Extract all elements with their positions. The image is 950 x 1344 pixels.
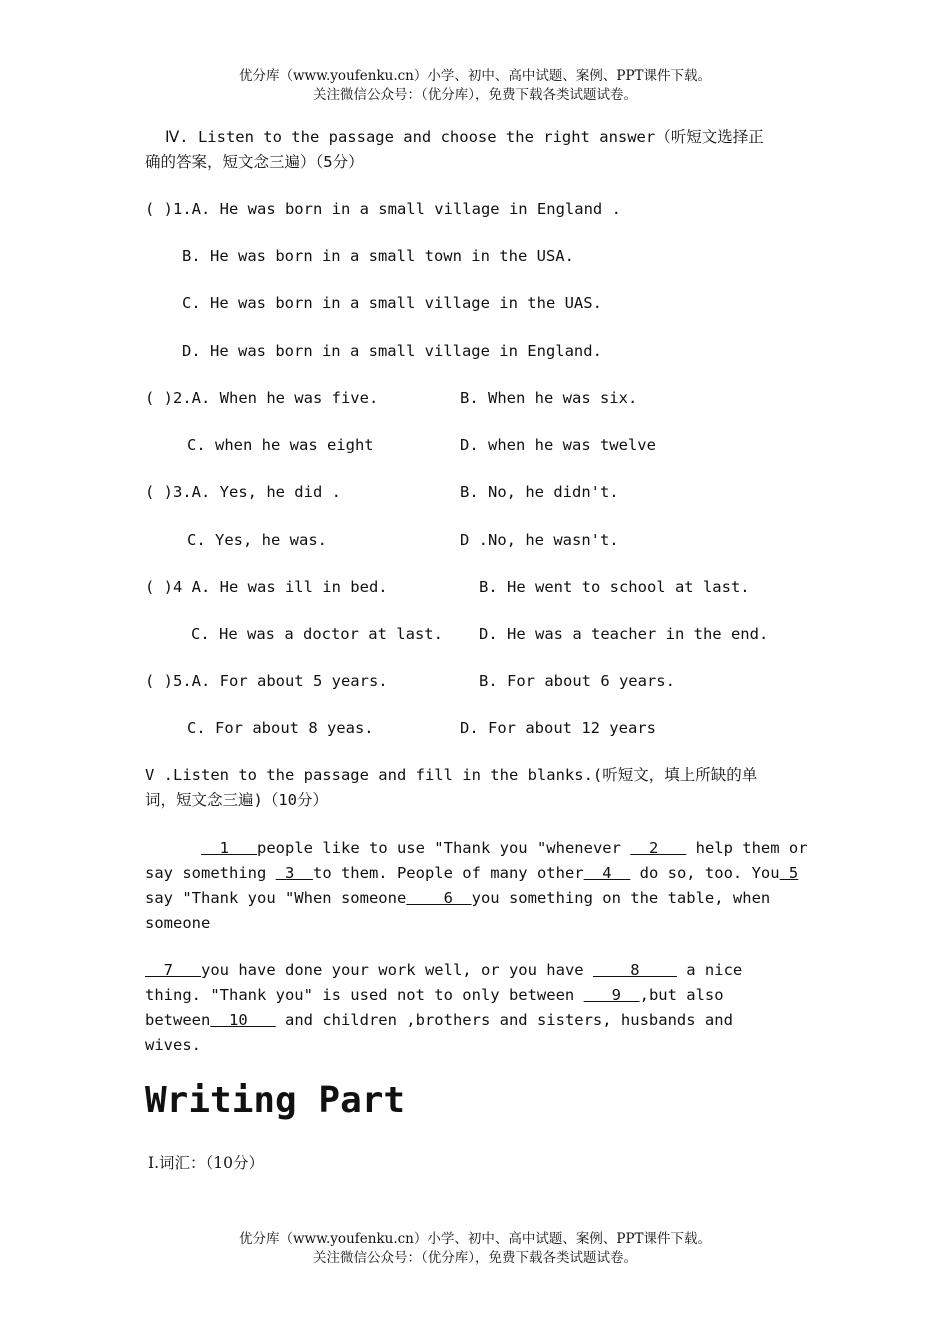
- q1-option-d: D. He was born in a small village in England.: [182, 342, 602, 360]
- q5-option-b: B. For about 6 years.: [479, 672, 675, 690]
- cloze-paragraph-1: 1 people like to use "Thank you "whenever 2 help them or say something 3 to them. People of many other 4 do so, too. You 5 say "Thank you "When someone 6 you something on the table, when someone: [145, 839, 808, 932]
- q2-option-a: ( )2.A. When he was five.: [145, 389, 379, 407]
- blank-7[interactable]: 7: [145, 961, 201, 979]
- blank-5[interactable]: 5: [779, 864, 799, 882]
- writing-part-title: Writing Part: [145, 1080, 406, 1121]
- q3-option-a: ( )3.A. Yes, he did .: [145, 483, 341, 501]
- q5-option-d: D. For about 12 years: [460, 719, 656, 737]
- blank-4[interactable]: 4: [583, 864, 631, 882]
- blank-8[interactable]: 8: [592, 961, 677, 979]
- q1-option-c: C. He was born in a small village in the UAS.: [182, 294, 602, 312]
- header-line-1: 优分库（www.youfenku.cn）小学、初中、高中试题、案例、PPT课件下载。: [238, 68, 712, 84]
- q4-option-a: ( )4 A. He was ill in bed.: [145, 578, 388, 596]
- blank-3[interactable]: 3: [275, 864, 313, 882]
- q2-option-b: B. When he was six.: [460, 389, 638, 407]
- blank-1[interactable]: 1: [201, 839, 257, 857]
- blank-2[interactable]: 2: [630, 839, 687, 857]
- vocabulary-heading: Ⅰ.词汇：（10分）: [148, 1154, 265, 1172]
- blank-6[interactable]: 6: [406, 889, 472, 907]
- section-4-title-line-1: Ⅳ. Listen to the passage and choose the right answer（听短文选择正: [165, 128, 764, 146]
- cloze-paragraph-2: 7 you have done your work well, or you have 8 a nice thing. "Thank you" is used not to only between 9 ,but also between 10 and children ,brothers and sisters, husbands and wives.: [145, 961, 743, 1054]
- q4-option-b: B. He went to school at last.: [479, 578, 750, 596]
- section-5-title-line-1: V .Listen to the passage and fill in the blanks.(听短文，填上所缺的单: [145, 766, 758, 784]
- footer-line-2: 关注微信公众号：（优分库），免费下载各类试题试卷。: [313, 1250, 637, 1266]
- q5-option-a: ( )5.A. For about 5 years.: [145, 672, 388, 690]
- q1-option-a: ( )1.A. He was born in a small village in England .: [145, 200, 621, 218]
- q3-option-b: B. No, he didn't.: [460, 483, 619, 501]
- q2-option-c: C. when he was eight: [187, 436, 374, 454]
- q4-option-c: C. He was a doctor at last.: [191, 625, 443, 643]
- q4-option-d: D. He was a teacher in the end.: [479, 625, 769, 643]
- blank-9[interactable]: 9: [583, 986, 640, 1004]
- header-line-2: 关注微信公众号：（优分库），免费下载各类试题试卷。: [313, 87, 637, 103]
- q5-option-c: C. For about 8 yeas.: [187, 719, 374, 737]
- q1-option-b: B. He was born in a small town in the USA.: [182, 247, 574, 265]
- footer-line-1: 优分库（www.youfenku.cn）小学、初中、高中试题、案例、PPT课件下载。: [238, 1231, 712, 1247]
- blank-10[interactable]: 10: [210, 1011, 276, 1029]
- section-4-title-line-2: 确的答案，短文念三遍）（5分）: [145, 153, 364, 171]
- q2-option-d: D. when he was twelve: [460, 436, 656, 454]
- section-5-title-line-2: 词，短文念三遍)（10分）: [145, 791, 328, 809]
- q3-option-c: C. Yes, he was.: [187, 531, 327, 549]
- q3-option-d: D .No, he wasn't.: [460, 531, 619, 549]
